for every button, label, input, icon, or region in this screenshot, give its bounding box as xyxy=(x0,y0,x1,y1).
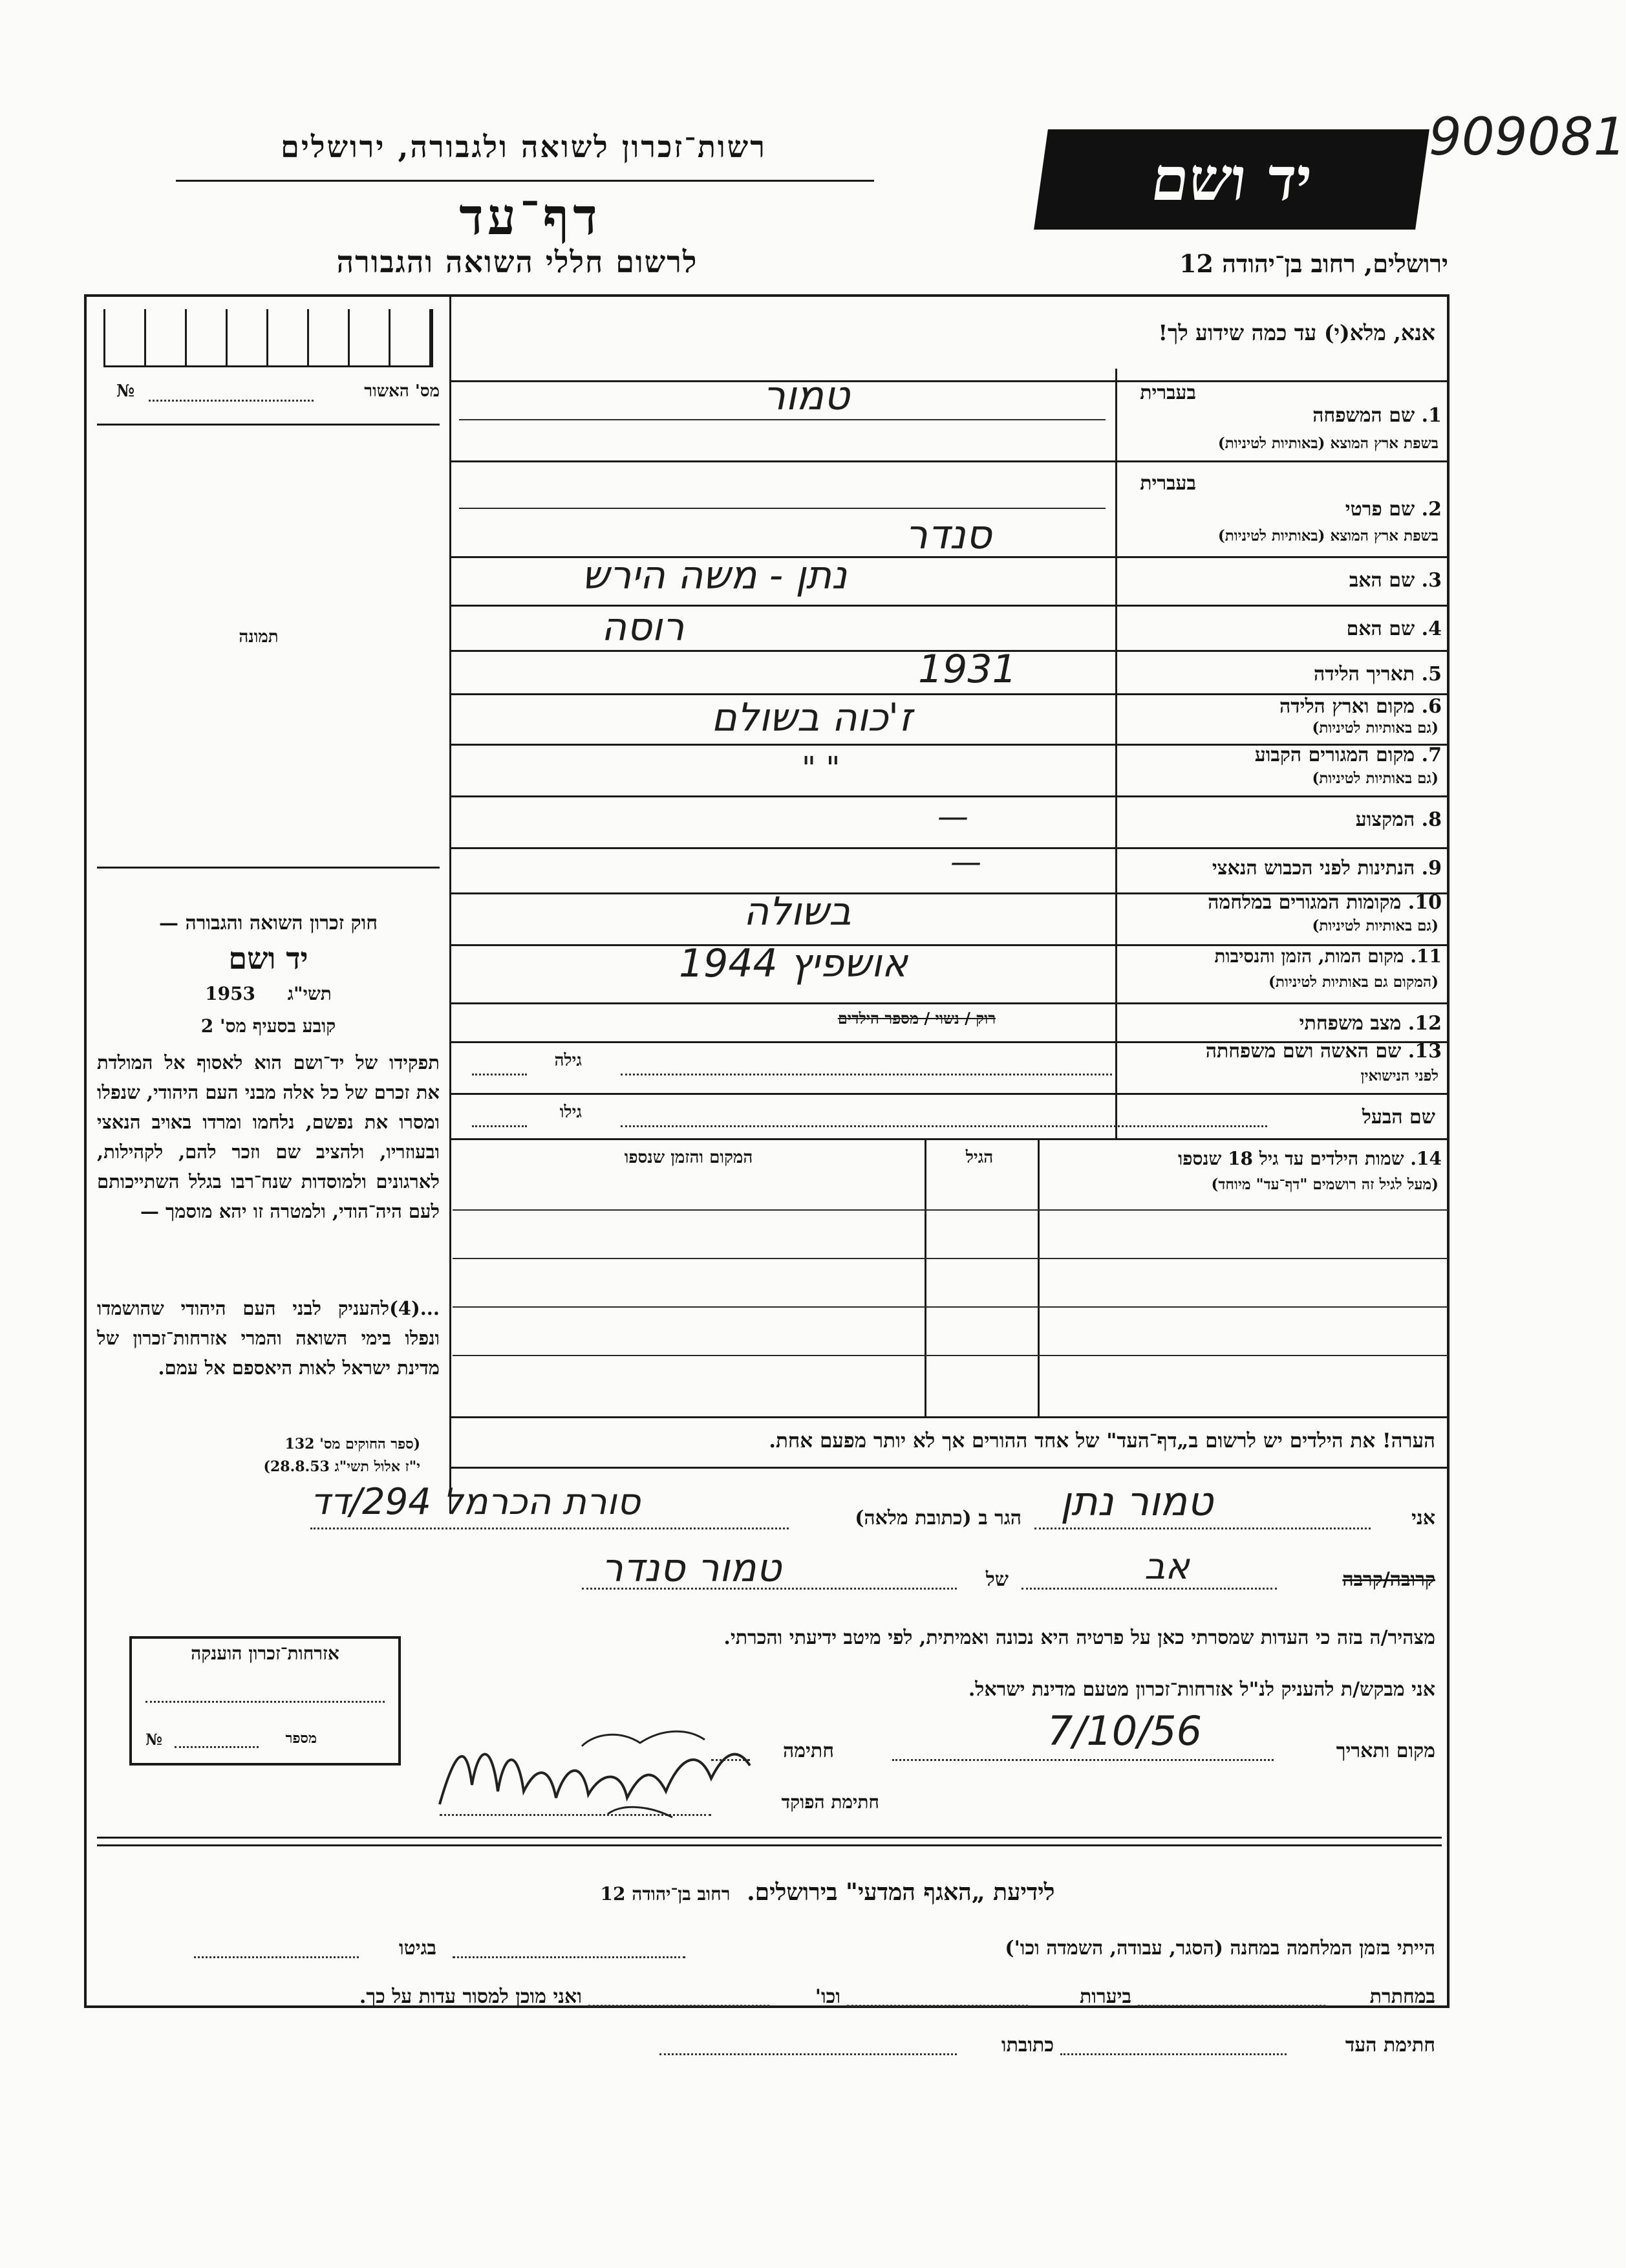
certificate-number-label: מספר xyxy=(285,1730,317,1747)
field-7-num: 7. xyxy=(1421,744,1442,766)
field-1-value[interactable]: טמור xyxy=(763,372,850,419)
request-text: אני מבקש/ת להעניק לנ"ל אזרחות־זכרון מטעם מדינת ישראל. xyxy=(968,1678,1435,1701)
field-12-name: מצב משפחתי xyxy=(1299,1012,1402,1035)
field-3-name: שם האב xyxy=(1349,569,1415,592)
instructions: אנא, מלא(י) עד כמה שידוע לך! xyxy=(1158,320,1435,345)
field-3-value[interactable]: נתן - משה הירש xyxy=(582,553,848,598)
witness-address-label: כתובתו xyxy=(1001,2034,1054,2057)
field-11-value[interactable]: אושפיץ 1944 xyxy=(679,941,908,986)
law-reference-date: י"ז אלול תשי"ג 28.8.53) xyxy=(263,1458,420,1475)
witness-signature-label: חתימת העד xyxy=(1345,2034,1435,2057)
children-num: 14. xyxy=(1410,1148,1442,1169)
field-1-lang: בעברית xyxy=(1140,382,1196,404)
field-2-num: 2. xyxy=(1421,498,1442,521)
field-9-num: 9. xyxy=(1421,857,1442,880)
field-4-name: שם האם xyxy=(1346,618,1415,640)
law-year-gregorian: 1953 xyxy=(205,983,256,1004)
table-row xyxy=(453,1355,1448,1356)
husband-label: שם הבעל xyxy=(1362,1106,1435,1129)
field-1-label xyxy=(1131,404,1442,427)
field-5-label xyxy=(1131,663,1442,686)
field-2-value[interactable]: סנדר xyxy=(905,511,992,558)
field-8-label xyxy=(1131,808,1442,831)
field-6-value[interactable]: ז'כוה בשולם xyxy=(711,695,913,740)
forests-label: ביערות xyxy=(1079,1985,1131,2008)
law-title: חוק זכרון השואה והגבורה — xyxy=(159,912,378,934)
field-2-label xyxy=(1131,498,1442,521)
field-8-name: המקצוע xyxy=(1355,808,1415,831)
declarant-name[interactable]: טמור נתן xyxy=(1060,1478,1214,1525)
field-4-num: 4. xyxy=(1421,618,1442,640)
field-12-options[interactable]: רוק / נשוי / מספר הילדים xyxy=(837,1009,996,1028)
table-row xyxy=(453,1306,1448,1308)
official-signature-label: חתימת הפוקד xyxy=(781,1791,879,1813)
field-6-label xyxy=(1131,695,1442,718)
field-1-name: שם המשפחה xyxy=(1312,404,1415,427)
approval-label: מס' האשור xyxy=(364,382,440,401)
field-10-hint: (גם באותיות לטיניות) xyxy=(1312,917,1439,934)
field-6-num: 6. xyxy=(1421,695,1442,718)
field-9-value[interactable]: — xyxy=(950,844,981,880)
field-2-hint: בשפת ארץ המוצא (באותיות לטיניות) xyxy=(1217,527,1439,545)
law-reference: (ספר החוקים מס' 132 xyxy=(284,1436,420,1453)
field-5-num: 5. xyxy=(1421,663,1442,686)
field-4-label xyxy=(1131,618,1442,640)
footer-title: לידיעת „האגף המדעי" בירושלים. xyxy=(747,1879,1055,1906)
law-name: יד ושם xyxy=(228,941,308,976)
note: הערה! את הילדים יש לרשום ב„דף־העד" של אחד ההורים אך לא יותר מפעם אחת. xyxy=(769,1429,1435,1453)
field-1-num: 1. xyxy=(1421,404,1442,427)
field-3-label xyxy=(1131,569,1442,592)
law-text: תפקידו של יד־ושם הוא לאסוף אל המולדת את זכרם של כל אלה מבני העם היהודי, שנפלו ומסרו את נפשם, נלחמו ומרדו באויב הנאצי ובעוזריו, ולהציב שם וזכר להם, לקהילות, לארגונים ולמוסדות שנח־רבו בגלל השתייכותם לעם היה־הודי, ולמטרה זו יהא מוסמך — xyxy=(97,1052,440,1222)
field-5-value[interactable]: 1931 xyxy=(918,647,1017,692)
of-value[interactable]: טמור סנדר xyxy=(601,1546,782,1591)
approval-boxes xyxy=(103,309,433,367)
children-title-text: שמות הילדים עד גיל 18 שנספו xyxy=(1178,1148,1404,1169)
field-12-label xyxy=(1131,1012,1442,1035)
field-11-num: 11. xyxy=(1410,945,1442,967)
field-13-name: שם האשה ושם משפחתה xyxy=(1205,1040,1402,1063)
table-row xyxy=(453,1258,1448,1259)
field-6-name: מקום וארץ הלידה xyxy=(1279,695,1415,718)
signature-label: חתימה xyxy=(783,1740,834,1762)
law-clause: קובע בסעיף מס' 2 xyxy=(200,1015,336,1037)
field-13-hint: לפני הנישואין xyxy=(1360,1067,1439,1085)
place-date-value[interactable]: 7/10/56 xyxy=(1047,1707,1203,1755)
field-13-label xyxy=(1125,1040,1442,1063)
footer-line1: הייתי בזמן המלחמה במחנה (הסגר, עבודה, השמדה וכו') xyxy=(1005,1937,1435,1960)
yad-vashem-logo: יד ושם xyxy=(1034,129,1429,230)
footer-address: רחוב בן־יהודה 12 xyxy=(600,1883,731,1905)
field-8-num: 8. xyxy=(1421,808,1442,831)
field-9-name: הנתינות לפני הכבוש הנאצי xyxy=(1212,857,1415,880)
field-10-num: 10. xyxy=(1407,891,1442,914)
table-row xyxy=(453,1209,1448,1211)
law-year-hebrew: תשי"ג xyxy=(287,983,332,1004)
declarant-resides-label: הגר ב (כתובת מלאה) xyxy=(855,1507,1022,1529)
form-title: דף־עד xyxy=(459,188,601,246)
children-col-age: הגיל xyxy=(965,1148,994,1167)
header-address: ירושלים, רחוב בן־יהודה 12 xyxy=(1179,249,1448,278)
field-11-name: מקום המות, הזמן והנסיבות xyxy=(1214,945,1404,967)
field-5-name: תאריך הלידה xyxy=(1314,663,1415,686)
field-7-label xyxy=(1131,744,1442,766)
field-2-lang: בעברית xyxy=(1140,472,1196,495)
field-12-num: 12. xyxy=(1407,1012,1442,1035)
relation-label: קרובה/קרבה xyxy=(1342,1568,1435,1591)
field-11-hint: (המקום גם באותיות לטיניות) xyxy=(1268,973,1439,991)
husband-age-label: גילו xyxy=(559,1103,582,1122)
declarant-address[interactable]: סורת הכרמל 294/דד xyxy=(310,1481,641,1523)
field-1-hint: בשפת ארץ המוצא (באותיות לטיניות) xyxy=(1217,435,1439,452)
organization-name: רשות־זכרון לשואה ולגבורה, ירושלים xyxy=(281,129,767,164)
wife-age-label: גילה xyxy=(554,1051,582,1070)
etc-label: וכו' xyxy=(815,1985,840,2008)
children-title xyxy=(1044,1148,1442,1170)
declarant-i-label: אני xyxy=(1411,1507,1435,1529)
field-9-label xyxy=(1131,857,1442,880)
approval-no-sign: № xyxy=(116,382,135,401)
law-text-2: ...(4)להעניק לבני העם היהודי שהושמדו ונפלו בימי השואה והמרי אזרחות־זכרון של מדינת ישראל לאות היאספם אל עמם. xyxy=(97,1297,440,1379)
form-subtitle: לרשום חללי השואה והגבורה xyxy=(336,244,698,279)
ghetto-label: בגיטו xyxy=(398,1937,436,1960)
field-10-value[interactable]: בשולה xyxy=(743,889,851,934)
field-7-value[interactable]: " " xyxy=(802,750,840,786)
field-8-value[interactable]: — xyxy=(937,799,968,835)
certificate-title: אזרחות־זכרון הוענקה xyxy=(191,1643,339,1664)
underground-label: במחתרת xyxy=(1369,1985,1435,2008)
field-4-value[interactable]: רוסה xyxy=(601,605,685,650)
photo-label: תמונה xyxy=(239,627,279,647)
testimony-offer: ואני מוכן למסור עדות על כך. xyxy=(359,1985,582,2008)
handwritten-signature xyxy=(427,1707,763,1837)
of-label: של xyxy=(985,1568,1009,1591)
certificate-no-sign: № xyxy=(145,1730,163,1749)
place-date-label: מקום ותאריך xyxy=(1336,1740,1435,1762)
field-7-name: מקום המגורים הקבוע xyxy=(1254,744,1415,766)
children-col-place: המקום והזמן שנספו xyxy=(624,1148,753,1167)
declaration-text: מצהיר/ה בזה כי העדות שמסרתי כאן על פרטיה היא נכונה ואמיתית, לפי מיטב ידיעתי והכרתי. xyxy=(723,1626,1435,1649)
footer-heading xyxy=(453,1879,1203,1906)
field-3-num: 3. xyxy=(1421,569,1442,592)
field-13-num: 13. xyxy=(1407,1040,1442,1063)
field-2-name: שם פרטי xyxy=(1345,498,1415,521)
field-10-name: מקומות המגורים במלחמה xyxy=(1208,891,1402,914)
archive-stamp-number: 909081 xyxy=(1429,107,1626,167)
field-7-hint: (גם באותיות לטיניות) xyxy=(1312,770,1439,787)
field-11-label xyxy=(1125,945,1442,967)
field-6-hint: (גם באותיות לטיניות) xyxy=(1312,719,1439,737)
law-year xyxy=(97,983,440,1005)
relation-value[interactable]: אב xyxy=(1144,1546,1190,1588)
field-10-label xyxy=(1125,891,1442,914)
children-hint: (מעל לגיל זה רושמים "דף־עד" מיוחד) xyxy=(1211,1176,1439,1193)
